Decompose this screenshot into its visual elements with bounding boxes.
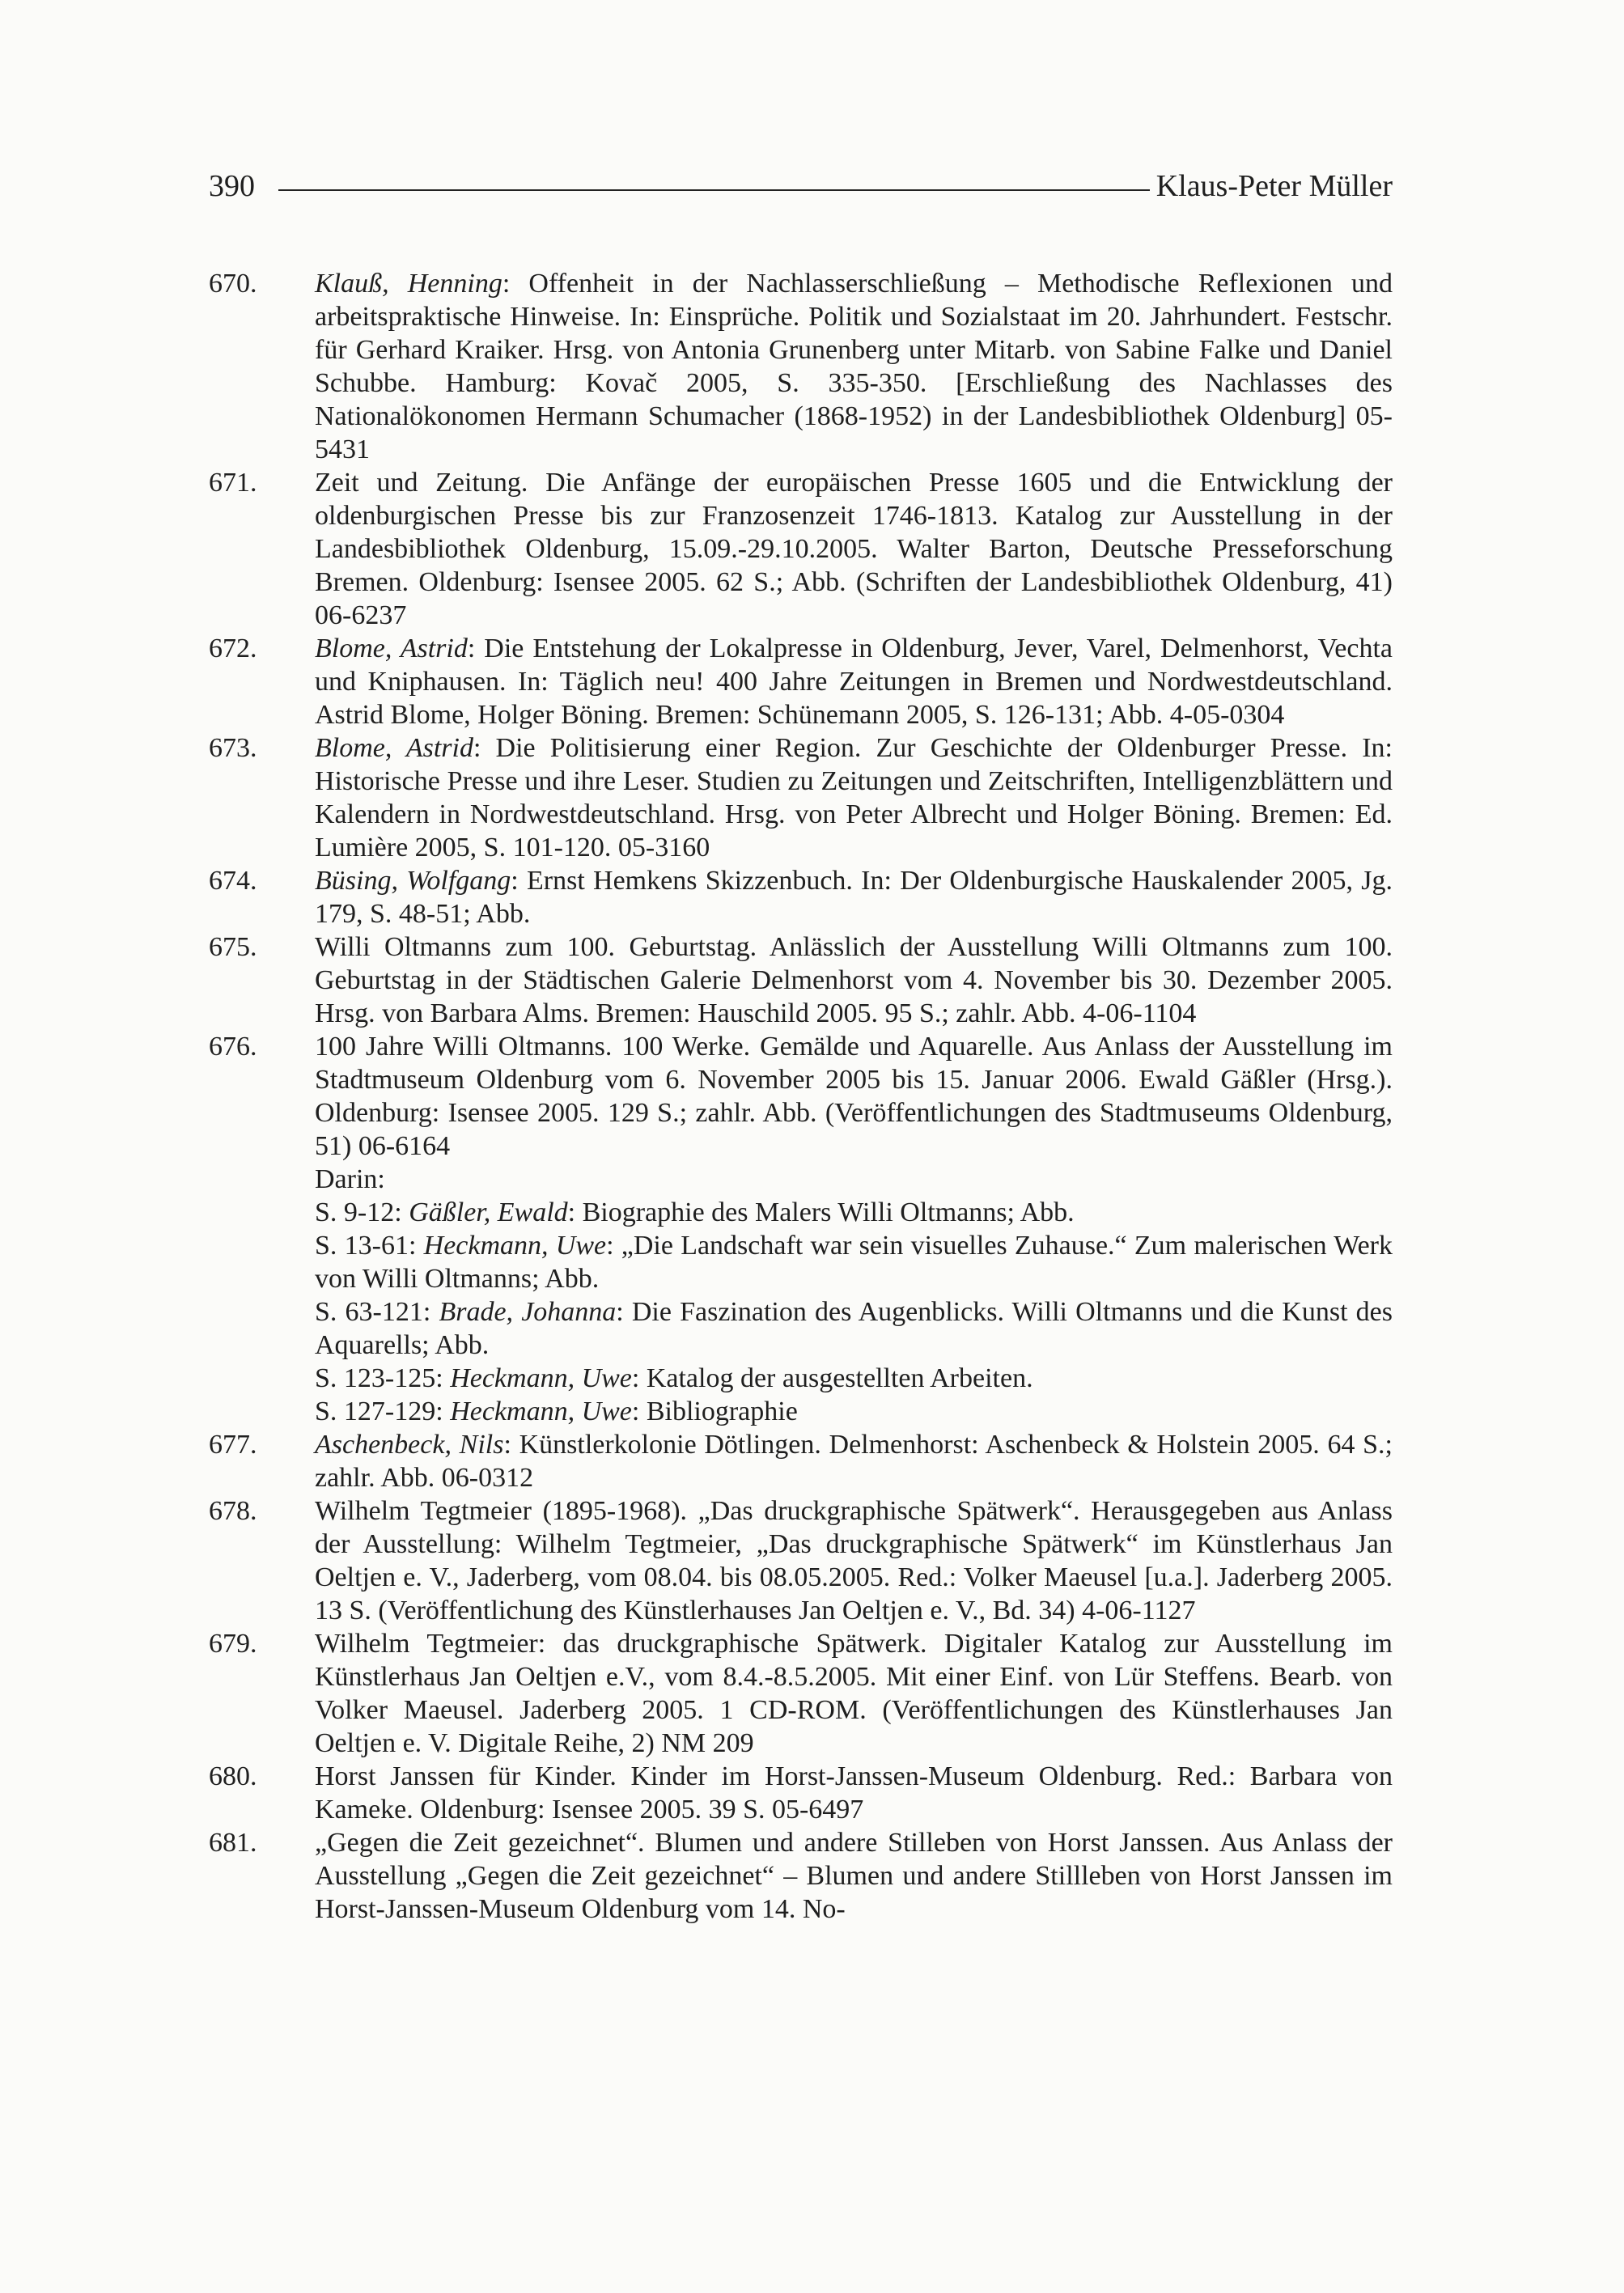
bibliography-entry — [209, 1494, 1393, 1627]
entry-body: Willi Oltmanns zum 100. Geburtstag. Anlässlich der Ausstellung Willi Oltmanns zum 100. Geburtstag in der Städtischen Galerie Delmenhorst vom 4. November bis 30. Dezember 2005. Hrsg. von Barbara Alms. Bremen: Hauschild 2005. 95 S.; zahlr. Abb. 4-06-1104 — [315, 932, 1393, 1028]
entry-author: Blome, Astrid — [315, 634, 468, 663]
page-number: 390 — [209, 169, 255, 203]
entry-text — [315, 1030, 1393, 1163]
sub-entry-author: Brade, Johanna — [439, 1297, 617, 1327]
entry-text — [315, 731, 1393, 864]
sub-entry-body: : Die Faszination des Augenblicks. Willi Oltmanns und die Kunst des Aquarells; Abb. — [315, 1297, 1393, 1360]
entry-number: 676. — [209, 1032, 257, 1062]
entry-text — [315, 930, 1393, 1030]
entry-body: : Künstlerkolonie Dötlingen. Delmenhorst: Aschenbeck & Holstein 2005. 64 S.; zahlr. Abb. 06-0312 — [315, 1430, 1393, 1493]
entry-text — [315, 632, 1393, 731]
bibliography-entry — [209, 267, 1393, 466]
sub-entry-author: Heckmann, Uwe — [423, 1231, 607, 1261]
entry-body: : Ernst Hemkens Skizzenbuch. In: Der Oldenburgische Hauskalender 2005, Jg. 179, S. 48-51; Abb. — [315, 866, 1393, 929]
sub-entry-pages: S. 127-129: — [315, 1397, 451, 1426]
entry-number: 680. — [209, 1761, 257, 1791]
header-rule — [278, 189, 1150, 191]
bibliography-entry — [209, 1030, 1393, 1428]
header-author: Klaus-Peter Müller — [1155, 169, 1393, 203]
bibliography-entry — [209, 1826, 1393, 1926]
entry-body: Wilhelm Tegtmeier (1895-1968). „Das druckgraphische Spätwerk“. Herausgegeben aus Anlass der Ausstellung: Wilhelm Tegtmeier, „Das druckgraphische Spätwerk“ im Künstlerhaus Jan Oeltjen e. V., Jaderberg, vom 08.04. bis 08.05.2005. Red.: Volker Maeusel [u.a.]. Jaderberg 2005. 13 S. (Veröffentlichung des Künstlerhauses Jan Oeltjen e. V., Bd. 34) 4-06-1127 — [315, 1496, 1393, 1625]
entry-author: Blome, Astrid — [315, 733, 473, 763]
entry-number: 679. — [209, 1629, 257, 1659]
entry-number: 681. — [209, 1828, 257, 1858]
sub-entry — [315, 1395, 1393, 1428]
bibliography-entry — [209, 466, 1393, 632]
bibliography-entry — [209, 864, 1393, 930]
sub-entry-body: : „Die Landschaft war sein visuelles Zuhause.“ Zum malerischen Werk von Willi Oltmanns; Abb. — [315, 1231, 1393, 1294]
running-header — [209, 159, 1393, 214]
entry-text — [315, 267, 1393, 466]
sub-entry — [315, 1196, 1393, 1229]
bibliography-entry — [209, 1428, 1393, 1494]
entry-author: Büsing, Wolfgang — [315, 866, 511, 896]
entry-text — [315, 1760, 1393, 1826]
entry-body: 100 Jahre Willi Oltmanns. 100 Werke. Gemälde und Aquarelle. Aus Anlass der Ausstellung im Stadtmuseum Oldenburg vom 6. November 2005 bis 15. Januar 2006. Ewald Gäßler (Hrsg.). Oldenburg: Isensee 2005. 129 S.; zahlr. Abb. (Veröffentlichungen des Stadtmuseums Oldenburg, 51) 06-6164 — [315, 1032, 1393, 1161]
entry-number: 672. — [209, 634, 257, 663]
sub-entry — [315, 1229, 1393, 1295]
entry-number: 670. — [209, 269, 257, 299]
entry-number: 675. — [209, 932, 257, 962]
bibliography-entry — [209, 1760, 1393, 1826]
sub-entry-pages: S. 123-125: — [315, 1363, 451, 1393]
entry-author: Klauß, Henning — [315, 269, 502, 299]
entry-number: 677. — [209, 1430, 257, 1460]
sub-entry-pages: S. 63-121: — [315, 1297, 439, 1327]
sub-entry-body: : Biographie des Malers Willi Oltmanns; Abb. — [567, 1197, 1075, 1227]
sub-entry — [315, 1362, 1393, 1395]
sub-entry-body: : Katalog der ausgestellten Arbeiten. — [631, 1363, 1033, 1393]
sub-entry-author: Heckmann, Uwe — [450, 1363, 632, 1393]
bibliography-entry — [209, 1627, 1393, 1760]
bibliography-entry — [209, 632, 1393, 731]
entry-text — [315, 1494, 1393, 1627]
entry-body: Zeit und Zeitung. Die Anfänge der europäischen Presse 1605 und die Entwicklung der oldenburgischen Presse bis zur Franzosenzeit 1746-1813. Katalog zur Ausstellung in der Landesbibliothek Oldenburg, 15.09.-29.10.2005. Walter Barton, Deutsche Presseforschung Bremen. Oldenburg: Isensee 2005. 62 S.; Abb. (Schriften der Landesbibliothek Oldenburg, 41) 06-6237 — [315, 468, 1393, 630]
sub-entry-author: Gäßler, Ewald — [409, 1197, 568, 1227]
sub-entry-pages: S. 13-61: — [315, 1231, 424, 1261]
entry-body: : Die Entstehung der Lokalpresse in Oldenburg, Jever, Varel, Delmenhorst, Vechta und Kniphausen. In: Täglich neu! 400 Jahre Zeitungen in Bremen und Nordwestdeutschland. Astrid Blome, Holger Böning. Bremen: Schünemann 2005, S. 126-131; Abb. 4-05-0304 — [315, 634, 1393, 730]
entry-number: 671. — [209, 468, 257, 498]
entry-body: Wilhelm Tegtmeier: das druckgraphische Spätwerk. Digitaler Katalog zur Ausstellung im Künstlerhaus Jan Oeltjen e.V., vom 8.4.-8.5.2005. Mit einer Einf. von Lür Steffens. Bearb. von Volker Maeusel. Jaderberg 2005. 1 CD-ROM. (Veröffentlichungen des Künstlerhauses Jan Oeltjen e. V. Digitale Reihe, 2) NM 209 — [315, 1629, 1393, 1758]
entry-text — [315, 1826, 1393, 1926]
entry-author: Aschenbeck, Nils — [315, 1430, 504, 1460]
darin-label: Darin: — [315, 1164, 385, 1194]
entry-body: Horst Janssen für Kinder. Kinder im Horst-Janssen-Museum Oldenburg. Red.: Barbara von Kameke. Oldenburg: Isensee 2005. 39 S. 05-6497 — [315, 1761, 1393, 1825]
entry-text — [315, 864, 1393, 930]
bibliography-entry — [209, 731, 1393, 864]
sub-entry-body: : Bibliographie — [631, 1397, 798, 1426]
sub-entry-author: Heckmann, Uwe — [450, 1397, 632, 1426]
sub-entry — [315, 1295, 1393, 1362]
entry-body: : Offenheit in der Nachlasserschließung – Methodische Reflexionen und arbeitspraktische Hinweise. In: Einsprüche. Politik und Sozialstaat im 20. Jahrhundert. Festschr. für Gerhard Kraiker. Hrsg. von Antonia Grunenberg unter Mitarb. von Sabine Falke und Daniel Schubbe. Hamburg: Kovač 2005, S. 335-350. [Erschließung des Nachlasses des Nationalökonomen Hermann Schumacher (1868-1952) in der Landesbibliothek Oldenburg] 05-5431 — [315, 269, 1393, 464]
bibliography-list — [209, 267, 1393, 1926]
entry-number: 674. — [209, 866, 257, 896]
sub-entry-pages: S. 9-12: — [315, 1197, 409, 1227]
entry-number: 678. — [209, 1496, 257, 1526]
entry-body: „Gegen die Zeit gezeichnet“. Blumen und andere Stilleben von Horst Janssen. Aus Anlass der Ausstellung „Gegen die Zeit gezeichnet“ – Blumen und andere Stillleben von Horst Janssen im Horst-Janssen-Museum Oldenburg vom 14. No- — [315, 1828, 1393, 1924]
bibliography-entry — [209, 930, 1393, 1030]
entry-text — [315, 1627, 1393, 1760]
entry-text — [315, 1428, 1393, 1494]
entry-body: : Die Politisierung einer Region. Zur Geschichte der Oldenburger Presse. In: Historische Presse und ihre Leser. Studien zu Zeitungen und Zeitschriften, Intelligenzblättern und Kalendern in Nordwestdeutschland. Hrsg. von Peter Albrecht und Holger Böning. Bremen: Ed. Lumière 2005, S. 101-120. 05-3160 — [315, 733, 1393, 863]
entry-text — [315, 466, 1393, 632]
entry-number: 673. — [209, 733, 257, 763]
